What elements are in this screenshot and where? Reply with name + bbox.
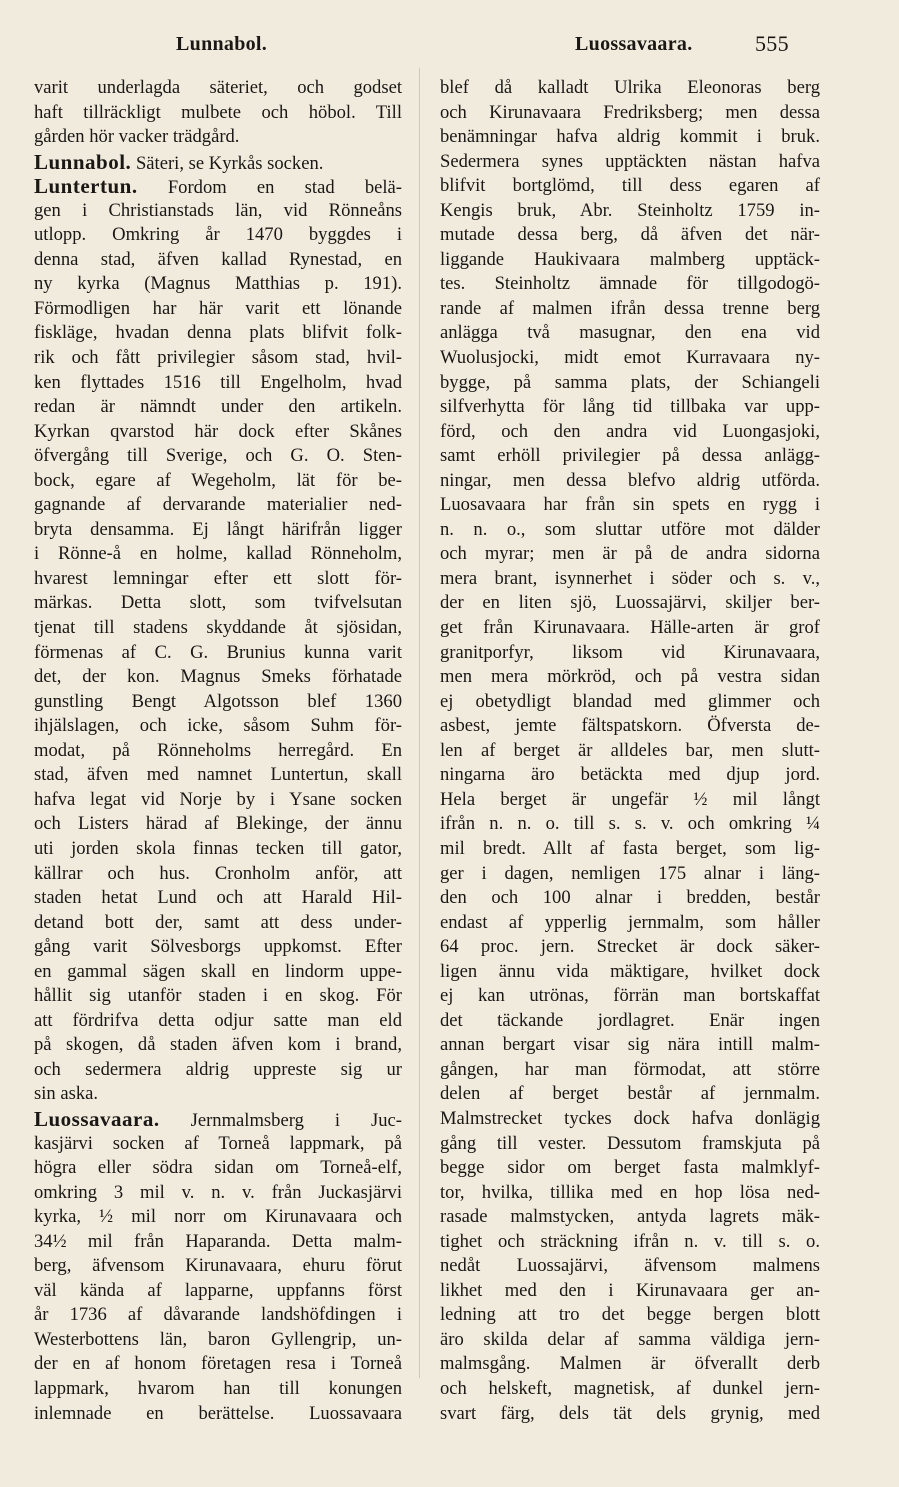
text-line: gången, har man förmodat, att större — [440, 1058, 820, 1080]
text-line: staden hetat Lund och att Harald Hil- — [34, 887, 402, 909]
text-line: silfverhytta för lång tid tillbaka var upp- — [440, 396, 820, 418]
text-line — [34, 1107, 402, 1132]
right-text-column — [440, 76, 820, 1426]
column-gutter — [419, 68, 420, 1378]
text-line: ny kyrka (Magnus Matthias p. 191). — [34, 273, 402, 295]
entry-text: Fordom en stad belä- — [137, 177, 402, 199]
text-line: Luosavaara har från sin spets en rygg i — [440, 494, 820, 516]
text-line: tighet och sträckning ifrån n. v. till s. o. — [440, 1230, 820, 1252]
entry-headword: Luntertun. — [34, 174, 138, 199]
text-line — [34, 150, 402, 175]
text-line: inlemnade en berättelse. Luossavaara — [34, 1402, 402, 1424]
text-line: tor, hvilka, tillika med en hop lösa ned- — [440, 1181, 820, 1203]
text-line: blifvit bortglömd, till dess egaren af — [440, 175, 820, 197]
text-line: ledning att tro det begge bergen blott — [440, 1304, 820, 1326]
text-line: mera brant, isynnerhet i söder och s. v., — [440, 567, 820, 589]
text-line: gagnande af dervarande materialier ned- — [34, 494, 402, 516]
text-line: och Kirunavaara Fredriksberg; men dessa — [440, 101, 820, 123]
text-line: väl kända af lapparne, uppfanns först — [34, 1279, 402, 1301]
text-line: mil bredt. Allt af fasta berget, som lig- — [440, 837, 820, 859]
text-line: liggande Haukivaara malmberg upptäck- — [440, 248, 820, 270]
text-line: lappmark, hvarom han till konungen — [34, 1377, 402, 1399]
left-text-column — [34, 76, 402, 1426]
text-line: hvarest lemningar efter ett slott för- — [34, 567, 402, 589]
text-line: der en af honom företagen resa i Torneå — [34, 1353, 402, 1375]
running-head-right: Luossavaara. — [575, 33, 693, 55]
text-line: haft tillräckligt mulbete och höbol. Till — [34, 101, 402, 123]
text-line: get från Kirunavaara. Hälle-arten är grof — [440, 617, 820, 639]
text-line: asbest, jemte fältspatskorn. Öfversta de- — [440, 715, 820, 737]
text-line: gång till vester. Dessutom framskjuta på — [440, 1132, 820, 1154]
text-line: endast af ypperlig jernmalm, som håller — [440, 911, 820, 933]
running-head-left: Lunnabol. — [176, 33, 268, 55]
text-line: sin aska. — [34, 1083, 99, 1105]
text-line: ej kan utrönas, förrän man bortskaffat — [440, 985, 820, 1007]
text-line: gården hör vacker trädgård. — [34, 126, 240, 148]
text-line: denna stad, äfven kallad Rynestad, en — [34, 248, 402, 270]
text-line: äro skilda delar af samma väldiga jern- — [440, 1328, 820, 1350]
text-line: delen af berget består af jernmalm. — [440, 1083, 820, 1105]
text-line: samt erhöll privilegier på dessa anlägg- — [440, 445, 820, 467]
text-line: rik och fått privilegier såsom stad, hvil- — [34, 347, 402, 369]
text-line: rande af malmen ifrån dessa trenne berg — [440, 297, 820, 319]
text-line: Wuolusjocki, midt emot Kurravaara ny- — [440, 347, 820, 369]
text-line: öfvergång till Sverige, och G. O. Sten- — [34, 445, 402, 467]
text-line: att fördrifva detta odjur satte man eld — [34, 1009, 402, 1031]
entry-text: Jernmalmsberg i Juc- — [159, 1109, 402, 1131]
entry-text: Säteri, se Kyrkås socken. — [131, 152, 324, 174]
text-line: hafva legat vid Norje by i Ysane socken — [34, 788, 402, 810]
text-line: fiskläge, hvadan denna plats blifvit folk- — [34, 322, 402, 344]
text-line: förd, och den andra vid Luongasjoki, — [440, 420, 820, 442]
text-line: len af berget är alldeles bar, men slutt- — [440, 739, 820, 761]
text-line: gunstling Bengt Algotsson blef 1360 — [34, 690, 402, 712]
text-line: granitporfyr, liksom vid Kirunavaara, — [440, 641, 820, 663]
text-line: omkring 3 mil v. n. v. från Juckasjärvi — [34, 1181, 402, 1203]
text-line: ligen ännu vida mäktigare, hvilket dock — [440, 960, 820, 982]
text-line: ger i dagen, nemligen 175 alnar i läng- — [440, 862, 820, 884]
text-line: der en liten sjö, Luossajärvi, skiljer ber- — [440, 592, 820, 614]
text-line: i Rönne-å en holme, kallad Rönneholm, — [34, 543, 402, 565]
text-line: bryta densamma. Ej långt härifrån ligger — [34, 518, 402, 540]
text-line: rasade malmstycken, antyda lagrets mäk- — [440, 1206, 820, 1228]
text-line: stad, äfven med namnet Luntertun, skall — [34, 764, 402, 786]
text-line: kyrka, ½ mil norr om Kirunavaara och — [34, 1206, 402, 1228]
text-line: modat, på Rönneholms herregård. En — [34, 739, 402, 761]
text-line: Westerbottens län, baron Gyllengrip, un- — [34, 1328, 402, 1350]
text-line: gång varit Sölvesborgs uppkomst. Efter — [34, 936, 402, 958]
text-line: ihjälslagen, och icke, såsom Suhm för- — [34, 715, 402, 737]
text-line: varit underlagda säteriet, och godset — [34, 77, 402, 98]
text-line: ej obetydligt blandad med glimmer och — [440, 690, 820, 712]
entry-headword: Lunnabol. — [34, 149, 132, 174]
text-line: Malmstrecket tyckes dock hafva donlägig — [440, 1107, 820, 1129]
text-line: uti jorden skola finnas tecken till gator, — [34, 837, 402, 859]
text-line: 34½ mil från Haparanda. Detta malm- — [34, 1230, 402, 1252]
text-line: blef då kalladt Ulrika Eleonoras berg — [440, 77, 820, 98]
text-line: och Listers härad af Blekinge, der ännu — [34, 813, 402, 835]
text-line: malmsgång. Malmen är öfverallt derb — [440, 1353, 820, 1375]
text-line: ken flyttades 1516 till Engelholm, hvad — [34, 371, 402, 393]
text-line: anlägga två masugnar, den ena vid — [440, 322, 820, 344]
text-line: detand bott der, samt att dess under- — [34, 911, 402, 933]
text-line: nedåt Luossajärvi, äfvensom malmens — [440, 1255, 820, 1277]
text-line: redan är nämndt under den artikeln. — [34, 396, 402, 418]
text-line: Förmodligen har här varit ett lönande — [34, 297, 402, 319]
page-number: 555 — [755, 31, 789, 56]
entry-headword: Luossavaara. — [34, 1106, 160, 1131]
text-line: Hela berget är ungefär ½ mil långt — [440, 788, 820, 810]
text-line: 64 proc. jern. Strecket är dock säker- — [440, 936, 820, 958]
text-line: och sedermera aldrig uppreste sig ur — [34, 1058, 402, 1080]
text-line: Kengis bruk, Abr. Steinholtz 1759 in- — [440, 199, 820, 221]
text-line: Kyrkan qvarstod här dock efter Skånes — [34, 420, 402, 442]
text-line: gen i Christianstads län, vid Rönneåns — [34, 199, 402, 221]
text-line: ningarna äro betäckta med djup jord. — [440, 764, 820, 786]
text-line: svart färg, dels tät dels grynig, med — [440, 1402, 820, 1424]
text-line: det, der kon. Magnus Smeks förhatade — [34, 666, 402, 688]
text-line: och myrar; men är på de andra sidorna — [440, 543, 820, 565]
text-line: tes. Steinholtz ämnade för tillgodogö- — [440, 273, 820, 295]
text-line: förmenas af C. G. Brunius kunna varit — [34, 641, 402, 663]
text-line: en gammal sägen skall en lindorm uppe- — [34, 960, 402, 982]
text-line: likhet med den i Kirunavaara ger an- — [440, 1279, 820, 1301]
text-line: men mera mörkröd, och på vestra sidan — [440, 666, 820, 688]
text-line — [34, 174, 402, 199]
text-line: ifrån n. n. o. till s. s. v. och omkring ¼ — [440, 813, 820, 835]
text-line: begge sidor om berget fasta malmklyf- — [440, 1157, 820, 1179]
text-line: och helskeft, magnetisk, af dunkel jern- — [440, 1377, 820, 1399]
text-line: det täckande jordlagret. Enär ingen — [440, 1009, 820, 1031]
text-line: tjenat till stadens skyddande åt sjösidan, — [34, 617, 402, 639]
text-line: berg, äfvensom Kirunavaara, ehuru förut — [34, 1255, 402, 1277]
text-line: Sedermera synes upptäckten nästan hafva — [440, 150, 820, 172]
text-line: den och 100 alnar i bredden, består — [440, 887, 820, 909]
text-line: bock, egare af Wegeholm, lät för be- — [34, 469, 402, 491]
text-line: n. n. o., som sluttar utföre mot dälder — [440, 518, 820, 540]
text-line: utlopp. Omkring år 1470 byggdes i — [34, 224, 402, 246]
text-line: hållit sig utanför staden i en skog. För — [34, 985, 402, 1007]
text-line: högra eller södra sidan om Torneå-elf, — [34, 1157, 402, 1179]
text-line: år 1736 af dåvarande landshöfdingen i — [34, 1304, 402, 1326]
text-line: mutade dessa berg, då äfven det när- — [440, 224, 820, 246]
text-line: källrar och hus. Cronholm anför, att — [34, 862, 402, 884]
text-line: benämningar hafva aldrig kommit i bruk. — [440, 126, 820, 148]
text-line: på skogen, då staden äfven kom i brand, — [34, 1034, 402, 1056]
text-line: annan bergart visar sig nära intill malm- — [440, 1034, 820, 1056]
text-line: kasjärvi socken af Torneå lappmark, på — [34, 1132, 402, 1154]
text-line: märkas. Detta slott, som tvifvelsutan — [34, 592, 402, 614]
text-line: bygge, på samma plats, der Schiangeli — [440, 371, 820, 393]
text-line: ningar, men dessa blefvo aldrig utförda. — [440, 469, 820, 491]
